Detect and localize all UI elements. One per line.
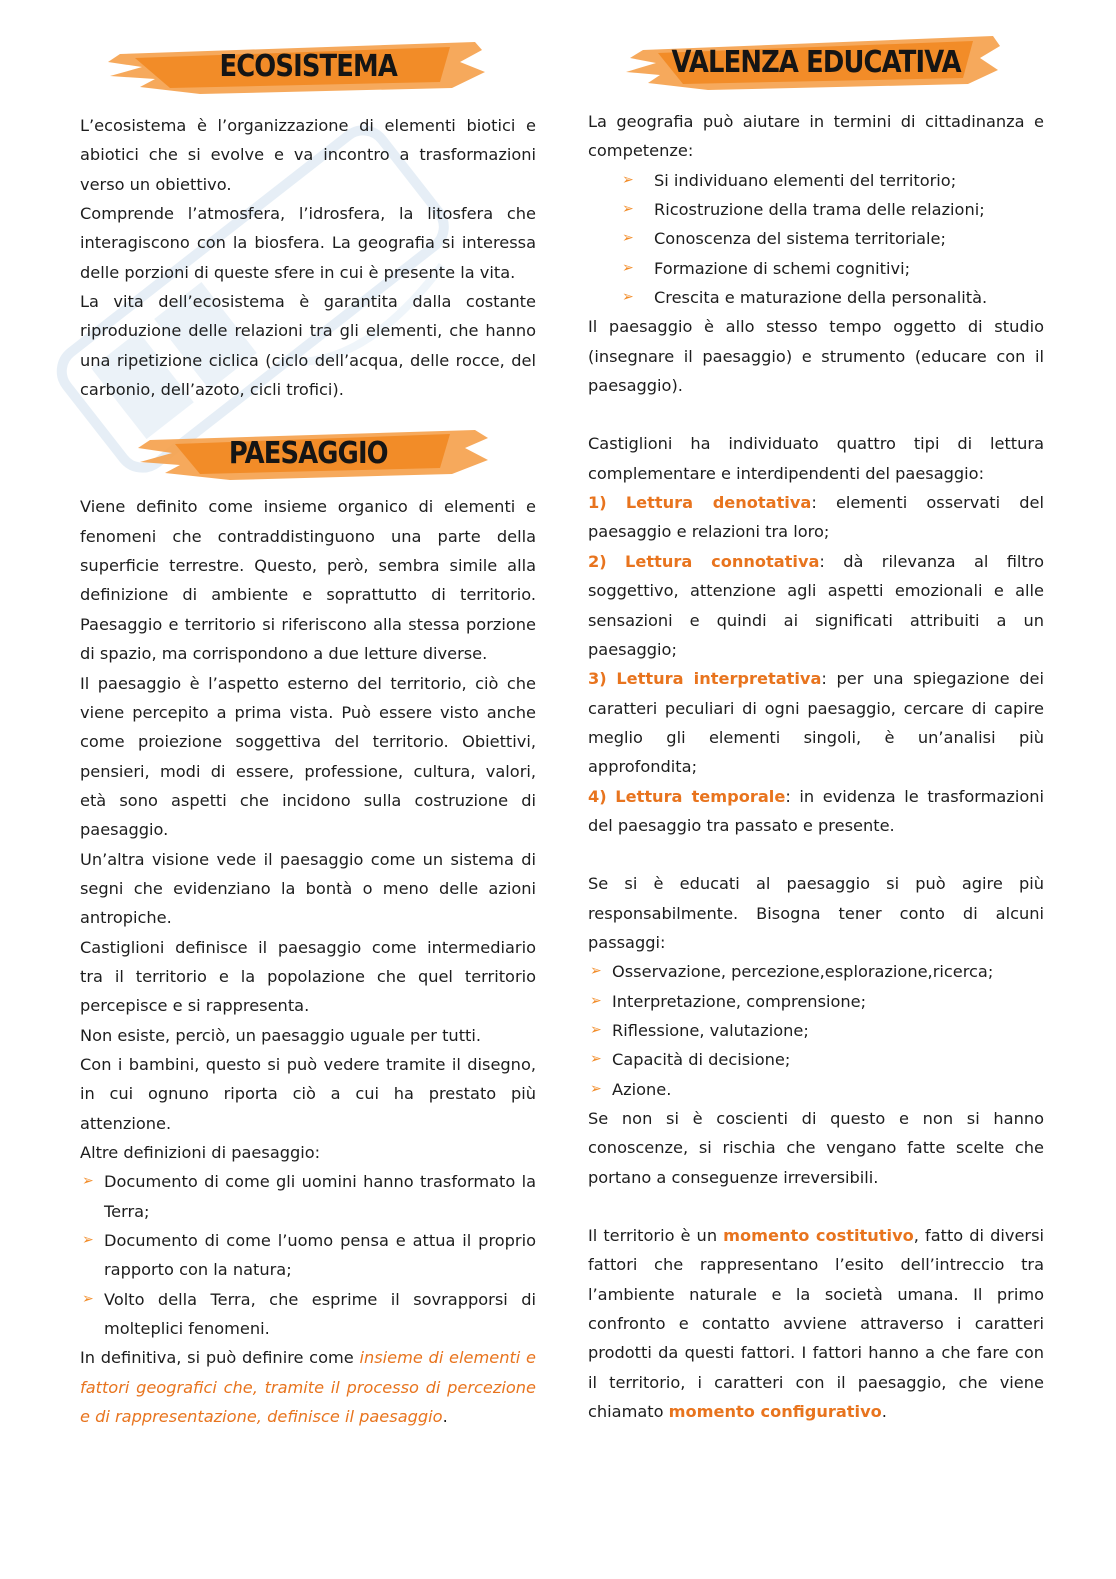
ecosistema-heading-block bbox=[80, 32, 536, 102]
benefits-list bbox=[588, 166, 1044, 313]
reading-name: Lettura temporale bbox=[615, 786, 786, 806]
list-item: ➢ Documento di come l’uomo pensa e attua il proprio rapporto con la natura; bbox=[80, 1226, 536, 1285]
definitions-list bbox=[80, 1167, 536, 1343]
list-item: ➢ Riflessione, valutazione; bbox=[588, 1016, 1044, 1045]
arrow-bullet-icon: ➢ bbox=[622, 201, 634, 218]
arrow-bullet-icon: ➢ bbox=[622, 289, 634, 306]
list-item: ➢ Ricostruzione della trama delle relazioni; bbox=[588, 195, 1044, 224]
paesaggio-heading-block bbox=[80, 418, 536, 488]
arrow-bullet-icon: ➢ bbox=[82, 1232, 94, 1249]
valenza-title: VALENZA EDUCATIVA bbox=[671, 45, 961, 81]
educated-paragraph: Se si è educati al paesaggio si può agire più responsabilmente. Bisogna tener conto di alcuni passaggi: bbox=[588, 874, 1044, 952]
paesaggio-title: PAESAGGIO bbox=[228, 435, 388, 471]
momento-configurativo: momento configurativo bbox=[668, 1402, 882, 1422]
paesaggio-paragraph: Viene definito come insieme organico di elementi e fenomeni che contraddistinguono una parte della superficie terrestre. Questo, però, sembra simile alla definizione di ambiente e soprattutto di territorio. Paesaggio e territorio si riferiscono alla stessa porzione di spazio, ma corrispondono a due letture diverse. bbox=[80, 497, 536, 664]
list-item: ➢ Volto della Terra, che esprime il sovrapporsi di molteplici fenomeni. bbox=[80, 1285, 536, 1344]
right-column bbox=[588, 0, 1044, 1426]
conclusion-highlight: insieme di elementi e fattori geografici che, tramite il processo di percezione e di rappresentazione, definisce il paesaggio bbox=[80, 1348, 536, 1427]
reading-item: 4) Lettura temporale: in evidenza le trasformazioni del paesaggio tra passato e presente. bbox=[588, 786, 1045, 835]
list-item: ➢ Conoscenza del sistema territoriale; bbox=[588, 224, 1044, 253]
list-item: ➢ Documento di come gli uomini hanno trasformato la Terra; bbox=[80, 1167, 536, 1226]
paesaggio-paragraph: Il paesaggio è l’aspetto esterno del territorio, ciò che viene percepito a prima vista. Può essere visto anche come proiezione soggettiva del territorio. Obiettivi, pensieri, modi di essere, professione, cultura, valori, età sono aspetti che incidono sulla costruzione di paesaggio. bbox=[80, 673, 536, 840]
reading-item: 3) Lettura interpretativa: per una spiegazione dei caratteri peculiari di ogni paesaggio, cercare di capire meglio gli elementi singoli, è un’analisi più approfondita; bbox=[588, 669, 1044, 777]
paesaggio-paragraph: Un’altra visione vede il paesaggio come un sistema di segni che evidenziano la bontà o meno delle azioni antropiche. bbox=[80, 849, 536, 928]
list-item: ➢ Formazione di schemi cognitivi; bbox=[588, 254, 1044, 283]
arrow-bullet-icon: ➢ bbox=[590, 992, 602, 1009]
left-column bbox=[80, 0, 536, 1431]
arrow-bullet-icon: ➢ bbox=[590, 963, 602, 980]
arrow-bullet-icon: ➢ bbox=[622, 259, 634, 276]
paesaggio-paragraph: Non esiste, perciò, un paesaggio uguale per tutti. bbox=[80, 1025, 482, 1045]
paesaggio-paragraph: Con i bambini, questo si può vedere tramite il disegno, in cui ognuno riporta ciò a cui ha prestato più attenzione. bbox=[80, 1054, 536, 1133]
arrow-bullet-icon: ➢ bbox=[82, 1290, 94, 1307]
arrow-bullet-icon: ➢ bbox=[590, 1021, 602, 1038]
territory-paragraph: Il territorio è un momento costitutivo, fatto di diversi fattori che rappresentano l’esito dell’intreccio tra l’ambiente naturale e la società umana. Il primo confronto e contatto avviene attraverso i caratteri prodotti da questi fattori. I fattori hanno a che fare con il territorio, i caratteri con il paesaggio, che viene chiamato momento configurativo. bbox=[588, 1226, 1045, 1422]
momento-costitutivo: momento costitutivo bbox=[723, 1226, 914, 1246]
arrow-bullet-icon: ➢ bbox=[622, 230, 634, 247]
list-item: ➢ Crescita e maturazione della personalità. bbox=[588, 283, 1044, 312]
arrow-bullet-icon: ➢ bbox=[590, 1051, 602, 1068]
ecosistema-paragraph: La vita dell’ecosistema è garantita dalla costante riproduzione delle relazioni tra gli elementi, che hanno una ripetizione ciclica (ciclo dell’acqua, delle rocce, del carbonio, dell’azoto, cicli trofici). bbox=[80, 292, 536, 400]
reading-name: Lettura denotativa bbox=[625, 493, 812, 513]
warning-paragraph: Se non si è coscienti di questo e non si hanno conoscenze, si rischia che vengano fatte scelte che portano a conseguenze irreversibili. bbox=[588, 1109, 1044, 1187]
ecosistema-paragraph: Comprende l’atmosfera, l’idrosfera, la litosfera che interagiscono con la biosfera. La geografia si interessa delle porzioni di queste sfere in cui è presente la vita. bbox=[80, 204, 536, 282]
arrow-bullet-icon: ➢ bbox=[82, 1173, 94, 1190]
paesaggio-conclusion: In definitiva, si può definire come insieme di elementi e fattori geografici che, tramite il processo di percezione e di rappresentazione, definisce il paesaggio. bbox=[80, 1348, 536, 1427]
arrow-bullet-icon: ➢ bbox=[590, 1080, 602, 1097]
reading-item: 1) Lettura denotativa: elementi osservati del paesaggio e relazioni tra loro; bbox=[588, 493, 1044, 542]
readings-intro: Castiglioni ha individuato quattro tipi di lettura complementare e interdipendenti del paesaggio: bbox=[588, 434, 1044, 483]
arrow-bullet-icon: ➢ bbox=[622, 171, 634, 188]
reading-name: Lettura interpretativa bbox=[616, 669, 822, 689]
paesaggio-paragraph: Altre definizioni di paesaggio: bbox=[80, 1143, 321, 1162]
ecosistema-title: ECOSISTEMA bbox=[219, 49, 397, 85]
reading-item: 2) Lettura connotativa: dà rilevanza al filtro soggettivo, attenzione agli aspetti emozionali e alle sensazioni e quindi ai significati attribuiti a un paesaggio; bbox=[588, 551, 1044, 659]
list-item: ➢ Capacità di decisione; bbox=[588, 1045, 1044, 1074]
steps-list bbox=[588, 957, 1044, 1104]
list-item: ➢ Interpretazione, comprensione; bbox=[588, 987, 1044, 1016]
object-paragraph: Il paesaggio è allo stesso tempo oggetto di studio (insegnare il paesaggio) e strumento (educare con il paesaggio). bbox=[588, 317, 1044, 396]
list-item: ➢ Azione. bbox=[588, 1075, 1044, 1104]
reading-name: Lettura connotativa bbox=[625, 551, 820, 571]
list-item: ➢ Osservazione, percezione,esplorazione,ricerca; bbox=[588, 957, 1044, 986]
valenza-heading-block bbox=[588, 28, 1044, 98]
valenza-intro: La geografia può aiutare in termini di cittadinanza e competenze: bbox=[588, 112, 1044, 161]
paesaggio-paragraph: Castiglioni definisce il paesaggio come intermediario tra il territorio e la popolazione che quel territorio percepisce e si rappresenta. bbox=[80, 937, 536, 1016]
ecosistema-paragraph: L’ecosistema è l’organizzazione di elementi biotici e abiotici che si evolve e va incontro a trasformazioni verso un obiettivo. bbox=[80, 116, 536, 194]
list-item: ➢ Si individuano elementi del territorio; bbox=[588, 166, 1044, 195]
